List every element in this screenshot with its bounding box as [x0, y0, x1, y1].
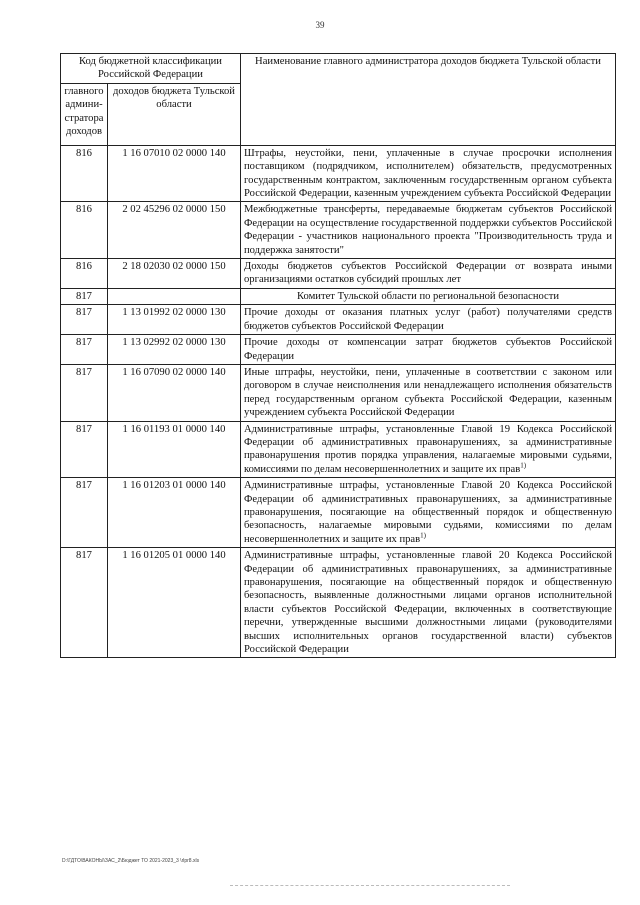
admin-code-cell: 817: [61, 548, 108, 658]
revenue-admin-table: [60, 53, 616, 658]
income-name-cell: [241, 259, 616, 289]
table-row: [61, 335, 616, 365]
table-row: [61, 364, 616, 421]
income-name-cell: [241, 364, 616, 421]
income-name-cell: [241, 202, 616, 259]
admin-code-cell: 817: [61, 478, 108, 548]
income-name-text: Административные штрафы, установленные Главой 20 Кодекса Российской Федерации об административных правонарушениях, за административные правонарушения, посягающие на общественный порядок и общественную безопасность, налагаемые мировыми судьями, комиссиями по делам несовершеннолетних и защите их прав: [244, 480, 612, 545]
department-row: [61, 288, 616, 304]
income-name-text: Административные штрафы, установленные главой 20 Кодекса Российской Федерации об административных правонарушениях, за административные правонарушения, посягающие на общественный порядок и общественную безопасность, выявленные должностными лицами органов исполнительной власти субъектов Российской Федерации, включенных в соответствующие перечни, утвержденные высшими должностными лицами (руководителями высших исполнительных органов государственной власти) субъектов Российской Федерации: [244, 550, 612, 656]
footnote-marker: 1): [520, 461, 527, 470]
admin-code-cell: 817: [61, 364, 108, 421]
admin-code-cell: 816: [61, 202, 108, 259]
income-name-text: Прочие доходы от компенсации затрат бюджетов субъектов Российской Федерации: [244, 337, 612, 362]
table-row: [61, 305, 616, 335]
income-name-cell: [241, 478, 616, 548]
header-name-column: Наименование главного администратора доходов бюджета Тульской области: [241, 54, 616, 146]
income-name-text: Комитет Тульской области по региональной безопасности: [296, 290, 560, 302]
admin-code-cell: 817: [61, 421, 108, 478]
admin-code-cell: 817: [61, 288, 108, 304]
table-row: [61, 145, 616, 202]
income-name-cell: [241, 421, 616, 478]
income-name-cell: [241, 305, 616, 335]
table-row: [61, 478, 616, 548]
table-body: [61, 145, 616, 658]
admin-code-cell: 817: [61, 335, 108, 365]
income-name-text: Межбюджетные трансферты, передаваемые бюджетам субъектов Российской Федерации на осуществление государственной поддержки субъектов Российской Федерации - участников национального проекта "Производительность труда и поддержка занятости": [244, 204, 612, 256]
income-code-cell: 1 16 01205 01 0000 140: [108, 548, 241, 658]
income-code-cell: 1 13 02992 02 0000 130: [108, 335, 241, 365]
income-name-text: Штрафы, неустойки, пени, уплаченные в случае просрочки исполнения поставщиком (подрядчиком, исполнителем) обязательств, предусмотренных государственным контрактом, заключенным государственным органом субъекта Российской Федерации, казенным учреждением субъекта Российской Федерации: [244, 147, 612, 200]
header-admin-column: главного админи-стратора доходов: [61, 83, 108, 145]
income-code-cell: 1 13 01992 02 0000 130: [108, 305, 241, 335]
page-number: 39: [315, 20, 325, 30]
income-name-text: Доходы бюджетов субъектов Российской Федерации от возврата иными организациями остатков субсидий прошлых лет: [244, 261, 612, 286]
income-name-text: Иные штрафы, неустойки, пени, уплаченные в соответствии с законом или договором в случае неисполнения или ненадлежащего исполнения обязательств перед государственным органом субъекта Российской Федерации, казенным учреждением субъекта Российской Федерации: [244, 366, 612, 419]
admin-code-cell: 816: [61, 259, 108, 289]
header-income-column: доходов бюджета Тульской области: [108, 83, 241, 145]
table-row: [61, 548, 616, 658]
table-row: [61, 259, 616, 289]
income-code-cell: 1 16 01203 01 0000 140: [108, 478, 241, 548]
income-name-cell: [241, 548, 616, 658]
table-row: [61, 421, 616, 478]
income-code-cell: 1 16 01193 01 0000 140: [108, 421, 241, 478]
income-name-text: Административные штрафы, установленные Главой 19 Кодекса Российской Федерации об административных правонарушениях, за административные правонарушения против порядка управления, налагаемые мировыми судьями, комиссиями по делам несовершеннолетних и защите их прав: [244, 423, 612, 475]
income-code-cell: 2 02 45296 02 0000 150: [108, 202, 241, 259]
income-code-cell: [108, 288, 241, 304]
header-code-group: Код бюджетной классификации Российской Федерации: [61, 54, 241, 84]
table-header: [61, 54, 616, 146]
income-code-cell: 1 16 07090 02 0000 140: [108, 364, 241, 421]
income-name-text: Прочие доходы от оказания платных услуг (работ) получателями средств бюджетов субъектов Российской Федерации: [244, 307, 612, 332]
income-name-cell: [241, 145, 616, 202]
admin-code-cell: 816: [61, 145, 108, 202]
income-name-cell: [241, 335, 616, 365]
scan-divider: [230, 885, 510, 886]
table-row: [61, 202, 616, 259]
department-name-cell: [241, 288, 616, 304]
admin-code-cell: 817: [61, 305, 108, 335]
income-code-cell: 1 16 07010 02 0000 140: [108, 145, 241, 202]
file-path-footer: D:\ГДТО\ВАКОНЫ\ЗАС_2\Бюджет ТО 2021-2023_3 \rlpr8.xls: [62, 858, 200, 864]
income-code-cell: 2 18 02030 02 0000 150: [108, 259, 241, 289]
footnote-marker: 1): [420, 531, 426, 540]
